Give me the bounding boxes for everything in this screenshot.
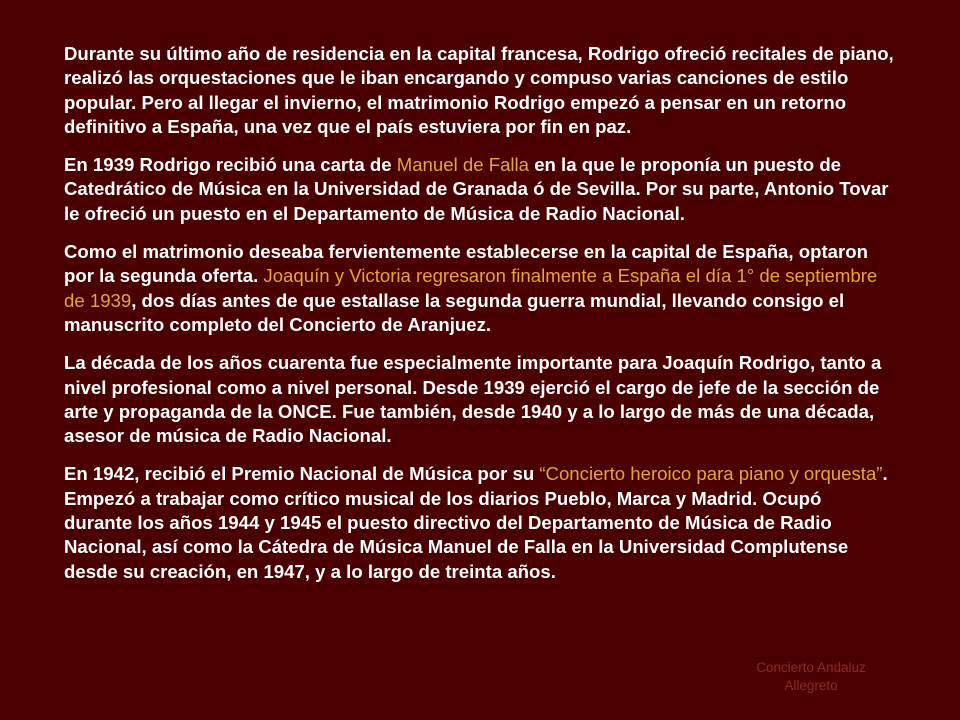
paragraph-1-text: Durante su último año de residencia en la capital francesa, Rodrigo ofreció recitales de piano, realizó las orquestaciones que le iban encargando y compuso varias canciones de estilo popular. Pero al llegar el invierno, el matrimonio Rodrigo empezó a pensar en un retorno definitivo a España, una vez que el país estuviera por fin en paz. [64, 43, 894, 137]
highlight-return-date: Joaquín y Victoria regresaron finalmente a España el día 1° de septiembre de 1939 [64, 265, 878, 311]
paragraph-4 [64, 351, 894, 448]
paragraph-3-text-after: , dos días antes de que estallase la segunda guerra mundial, llevando consigo el manuscrito completo del Concierto de Aranjuez. [64, 289, 845, 335]
paragraph-3-text-before: Como el matrimonio deseaba fervientemente establecerse en la capital de España, optaron por la segunda oferta. [64, 241, 868, 287]
paragraph-5-text-after: . Empezó a trabajar como crítico musical de los diarios Pueblo, Marca y Madrid. Ocupó durante los años 1944 y 1945 el puesto directivo del Departamento de Música de Radio Nacional, así como la Cátedra de Música Manuel de Falla en la Universidad Complutense desde su creación, en 1947, y a lo largo de treinta años. [64, 463, 888, 582]
highlight-concierto-heroico: “Concierto heroico para piano y orquesta” [539, 463, 883, 485]
text-body [64, 42, 894, 598]
paragraph-2-text-after: en la que le proponía un puesto de Catedrático de Música en la Universidad de Granada ó de Sevilla. Por su parte, Antonio Tovar le ofreció un puesto en el Departamento de Música de Radio Nacional. [64, 154, 889, 224]
footer-caption [736, 659, 886, 695]
paragraph-1 [64, 42, 894, 139]
paragraph-2 [64, 153, 894, 226]
paragraph-3 [64, 240, 894, 337]
footer-line-2: Allegreto [784, 678, 838, 693]
highlight-manuel-de-falla: Manuel de Falla [396, 154, 530, 176]
footer-line-1: Concierto Andaluz [756, 660, 866, 675]
paragraph-2-text-before: En 1939 Rodrigo recibió una carta de [64, 154, 397, 176]
paragraph-5-text-before: En 1942, recibió el Premio Nacional de Música por su [64, 463, 540, 485]
paragraph-4-text: La década de los años cuarenta fue especialmente importante para Joaquín Rodrigo, tanto a nivel profesional como a nivel personal. Desde 1939 ejerció el cargo de jefe de la sección de arte y propaganda de la ONCE. Fue también, desde 1940 y a lo largo de más de una década, asesor de música de Radio Nacional. [64, 352, 882, 447]
paragraph-5 [64, 462, 894, 583]
